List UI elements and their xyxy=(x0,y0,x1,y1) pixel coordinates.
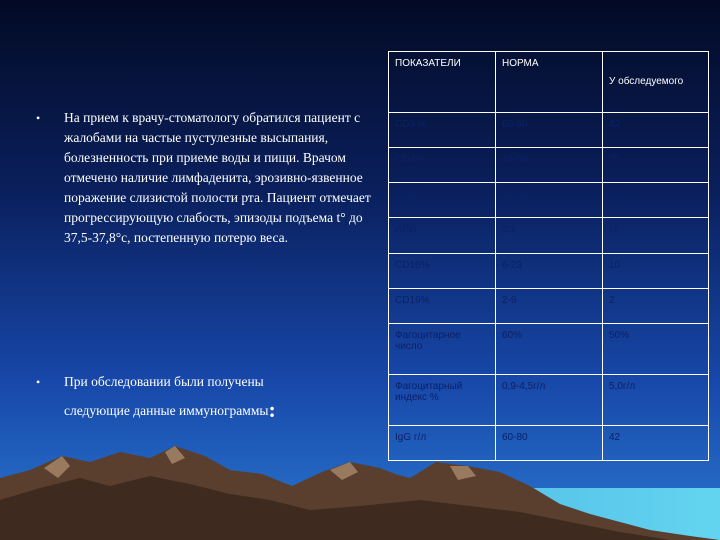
table-header-row xyxy=(389,52,709,113)
immunogram-table xyxy=(388,51,709,461)
table-row xyxy=(389,288,709,323)
table-row xyxy=(389,183,709,218)
header-patient: У обследуемого xyxy=(603,52,709,113)
cell-norm: 60-80 xyxy=(496,113,603,148)
bullet-patient-complaints xyxy=(36,108,374,248)
colon: : xyxy=(268,397,276,422)
cell-indicator: ИРИ xyxy=(389,218,496,253)
cell-indicator: CD3 % xyxy=(389,113,496,148)
cell-indicator: CD16% xyxy=(389,253,496,288)
cell-norm: 33-50 xyxy=(496,148,603,183)
cell-patient-value: 5,0г/л xyxy=(603,374,709,425)
header-norm: НОРМА xyxy=(496,52,603,113)
cell-patient-value: 39 xyxy=(603,183,709,218)
cell-norm: 0,9-4,5г/л xyxy=(496,374,603,425)
cell-norm: 60% xyxy=(496,323,603,374)
cell-norm: 2-9 xyxy=(496,288,603,323)
bullet-marker: • xyxy=(36,111,41,125)
cell-patient-value: 10 xyxy=(603,253,709,288)
cell-patient-value: 50% xyxy=(603,323,709,374)
table-row xyxy=(389,253,709,288)
cell-norm: 16-39 xyxy=(496,183,603,218)
bullet-immunogram-intro xyxy=(36,372,374,421)
bullet-line-1: При обследовании были получены xyxy=(64,374,264,389)
bullet-marker: • xyxy=(36,375,41,389)
cell-indicator: CD19% xyxy=(389,288,496,323)
cell-patient-value: 2 xyxy=(603,288,709,323)
cell-indicator: CD8 % xyxy=(389,183,496,218)
cell-patient-value: 20 xyxy=(603,148,709,183)
table-row xyxy=(389,323,709,374)
table-row xyxy=(389,374,709,425)
cell-indicator: Фагоцитарный индекс % xyxy=(389,374,496,425)
cell-norm: 60-80 xyxy=(496,425,603,460)
cell-indicator: CD4% xyxy=(389,148,496,183)
cell-patient-value: ½ xyxy=(603,218,709,253)
cell-norm: 2/1 xyxy=(496,218,603,253)
bullet-text: На прием к врачу-стоматологу обратился пациент с жалобами на частые пустулезные высыпания, болезненность при приеме воды и пищи. Врачом отмечено наличие лимфаденита, эрозивно-язвенное поражение слизистой полости рта. Пациент отмечает прогрессирующую слабость, эпизоды подъема t° до 37,5-37,8°с, постепенную потерю веса. xyxy=(64,110,371,245)
header-indicators: ПОКАЗАТЕЛИ xyxy=(389,52,496,113)
table-row xyxy=(389,425,709,460)
bullet-line-2: следующие данные иммунограммы xyxy=(64,403,269,418)
table-row xyxy=(389,218,709,253)
cell-norm: 6-23 xyxy=(496,253,603,288)
cell-patient-value: 42 xyxy=(603,113,709,148)
cell-indicator: Фагоцитарное число xyxy=(389,323,496,374)
table-row xyxy=(389,148,709,183)
cell-indicator: IgG г/л xyxy=(389,425,496,460)
cell-patient-value: 42 xyxy=(603,425,709,460)
table-row xyxy=(389,113,709,148)
